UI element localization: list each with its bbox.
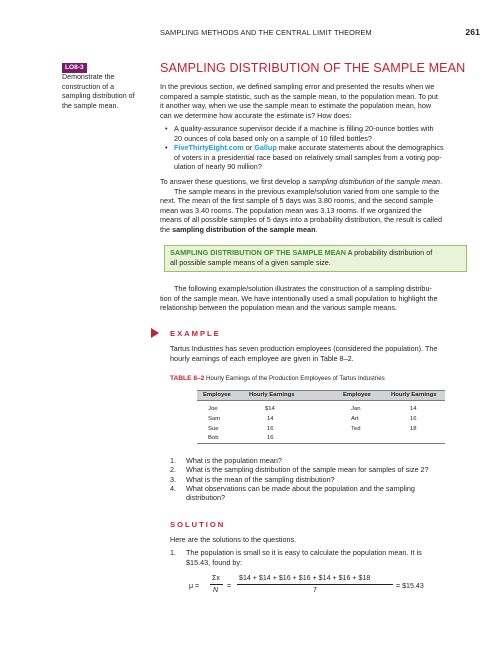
text-line xyxy=(170,248,461,258)
connector-text: or xyxy=(243,143,255,153)
fraction-bar xyxy=(210,584,223,585)
text-span: make accurate statements about the demographics xyxy=(276,143,444,153)
table-cell: $14 xyxy=(265,406,275,412)
fraction-bar xyxy=(237,584,393,585)
text-line: next. The mean of the first sample of 5 days was 3.80 rooms, and the second sample xyxy=(160,196,434,206)
list-item xyxy=(170,475,466,484)
sum-numerator: $14 + $14 + $16 + $16 + $14 + $16 + $18 xyxy=(239,574,371,582)
text-line: What is the population mean? xyxy=(186,456,282,465)
list-item xyxy=(170,548,466,567)
sampling-paragraph xyxy=(160,177,474,235)
text-line: $15.43, found by: xyxy=(186,557,243,567)
text-line: What is the sampling distribution of the sample mean for samples of size 2? xyxy=(186,465,429,475)
example-paragraph xyxy=(170,344,466,363)
bold-term: sampling distribution of the sample mean xyxy=(172,224,316,234)
text-span: . xyxy=(315,224,318,234)
table-cell: 18 xyxy=(410,426,417,432)
intro-paragraph xyxy=(160,82,474,120)
table-cell: Sam xyxy=(208,416,221,422)
text-line: of voters in a presidential race based on relatively small samples from a voting pop- xyxy=(174,152,442,162)
solution-intro: Here are the solutions to the questions. xyxy=(170,535,297,544)
text-line: The sample means in the previous example/solution varied from one sample to the xyxy=(174,186,440,196)
bullet-item xyxy=(160,124,470,143)
solution-heading: SOLUTION xyxy=(170,520,226,529)
table-cell: Art xyxy=(351,416,359,422)
table-cell: Joe xyxy=(208,406,218,412)
table-header-cell: Employee xyxy=(203,392,231,398)
table-number: TABLE 8–2 xyxy=(170,375,205,382)
table-cell: 14 xyxy=(267,416,274,422)
population-mean-formula xyxy=(189,574,469,598)
table-cell: Sue xyxy=(208,426,219,432)
learning-objective-badge: LO8-3 xyxy=(62,63,87,73)
earnings-table xyxy=(197,390,445,444)
text-line: mean was 3.40 rooms. The population mean was 3.13 rooms. If we organized the xyxy=(160,205,422,215)
text-line: 20 ounces of cola based only on a sample of 10 filled bottles? xyxy=(174,133,372,143)
equals-sign: = xyxy=(227,582,232,590)
definition-text: A probability distribution of xyxy=(346,248,433,257)
gallup-link[interactable]: Gallup xyxy=(254,143,277,153)
list-item xyxy=(170,484,466,503)
text-span: the xyxy=(160,224,173,234)
table-cell: 16 xyxy=(267,426,274,432)
text-line xyxy=(174,143,470,153)
table-caption xyxy=(170,375,385,382)
text-line: relationship between the population mean and the various sample means. xyxy=(160,303,397,313)
bullet-list xyxy=(160,124,470,172)
bullet-item xyxy=(160,143,470,172)
text-span: To answer these questions, we first develop a xyxy=(160,177,309,186)
table-cell: 16 xyxy=(267,435,274,441)
table-header-cell: Hourly Earnings xyxy=(391,392,437,398)
text-line xyxy=(160,225,474,235)
text-line: In the previous section, we defined sampling error and presented the results when we xyxy=(160,82,435,91)
page-number: 261 xyxy=(465,27,480,37)
table-header-cell: Hourly Earnings xyxy=(249,392,295,398)
table-cell: 14 xyxy=(410,406,417,412)
note-line: Demonstrate the xyxy=(62,73,115,81)
table-header-cell: Employee xyxy=(343,392,371,398)
list-item xyxy=(170,456,466,465)
text-line: • A quality-assurance supervisor decide if a machine is filling 20-ounce bottles with xyxy=(174,124,434,133)
text-line: all possible sample means of a given sample size. xyxy=(170,258,331,267)
definition-term: SAMPLING DISTRIBUTION OF THE SAMPLE MEAN xyxy=(170,248,347,257)
fivethirtyeight-link[interactable]: FiveThirtyEight.com xyxy=(174,143,244,153)
running-title: SAMPLING METHODS AND THE CENTRAL LIMIT THEOREM xyxy=(160,28,372,37)
text-span: . xyxy=(440,177,443,186)
list-number: 1. xyxy=(170,456,177,465)
sum-denominator: 7 xyxy=(313,586,317,594)
mu-symbol: μ = xyxy=(189,582,200,590)
formula-result: = $15.43 xyxy=(396,582,424,590)
running-header xyxy=(160,28,480,42)
note-line: the sample mean. xyxy=(62,101,119,110)
list-number: 4. xyxy=(170,483,177,493)
formula-denominator: N xyxy=(213,586,219,594)
learning-objective-note xyxy=(62,73,154,111)
emphasis-term: sampling distribution of the sample mean xyxy=(308,177,441,186)
table-rule xyxy=(197,443,445,444)
text-line: hourly earnings of each employee are given in Table 8–2. xyxy=(170,353,354,363)
list-number: 3. xyxy=(170,474,177,484)
question-list xyxy=(170,456,466,502)
table-cell: Jan xyxy=(351,406,361,412)
section-title: SAMPLING DISTRIBUTION OF THE SAMPLE MEAN xyxy=(160,61,466,75)
illustration-paragraph xyxy=(160,284,474,313)
text-line: Tartus Industries has seven production employees (considered the population). The xyxy=(170,344,438,353)
table-cell: 16 xyxy=(410,416,417,422)
list-item xyxy=(170,465,466,474)
text-line: What is the mean of the sampling distribution? xyxy=(186,474,335,484)
text-line: can we determine how accurate the estimate is? How does: xyxy=(160,110,352,120)
text-line: it another way, when we use the sample mean to estimate the population mean, how xyxy=(160,101,432,111)
text-line: The population is small so it is easy to calculate the population mean. It is xyxy=(186,548,422,558)
formula-numerator: Σx xyxy=(212,574,220,582)
table-cell: Bob xyxy=(208,435,219,441)
list-number: 1. xyxy=(170,548,177,558)
note-line: construction of a xyxy=(62,82,115,91)
text-line: The following example/solution illustrates the construction of a sampling distribu- xyxy=(174,284,432,293)
text-line: What observations can be made about the population and the sampling xyxy=(186,483,415,493)
list-number: 2. xyxy=(170,465,177,475)
text-line: means of all possible samples of 5 days into a probability distribution, the result is called xyxy=(160,215,443,225)
text-line: distribution? xyxy=(186,493,226,503)
note-line: sampling distribution of xyxy=(62,92,135,101)
text-line: tion of the sample mean. We have intentionally used a small population to highlight the xyxy=(160,293,438,303)
text-line: compared a sample statistic, such as the sample mean, to the population mean. To put xyxy=(160,91,438,101)
solution-block xyxy=(170,535,466,567)
text-line xyxy=(160,177,474,187)
example-arrow-icon xyxy=(151,328,159,338)
table-cell: Ted xyxy=(351,426,361,432)
definition-box xyxy=(164,245,467,272)
table-caption-text: Hourly Earnings of the Production Employees of Tartus Industries xyxy=(204,375,385,382)
example-heading: EXAMPLE xyxy=(170,329,221,338)
text-line: ulation of nearly 90 million? xyxy=(174,162,262,172)
